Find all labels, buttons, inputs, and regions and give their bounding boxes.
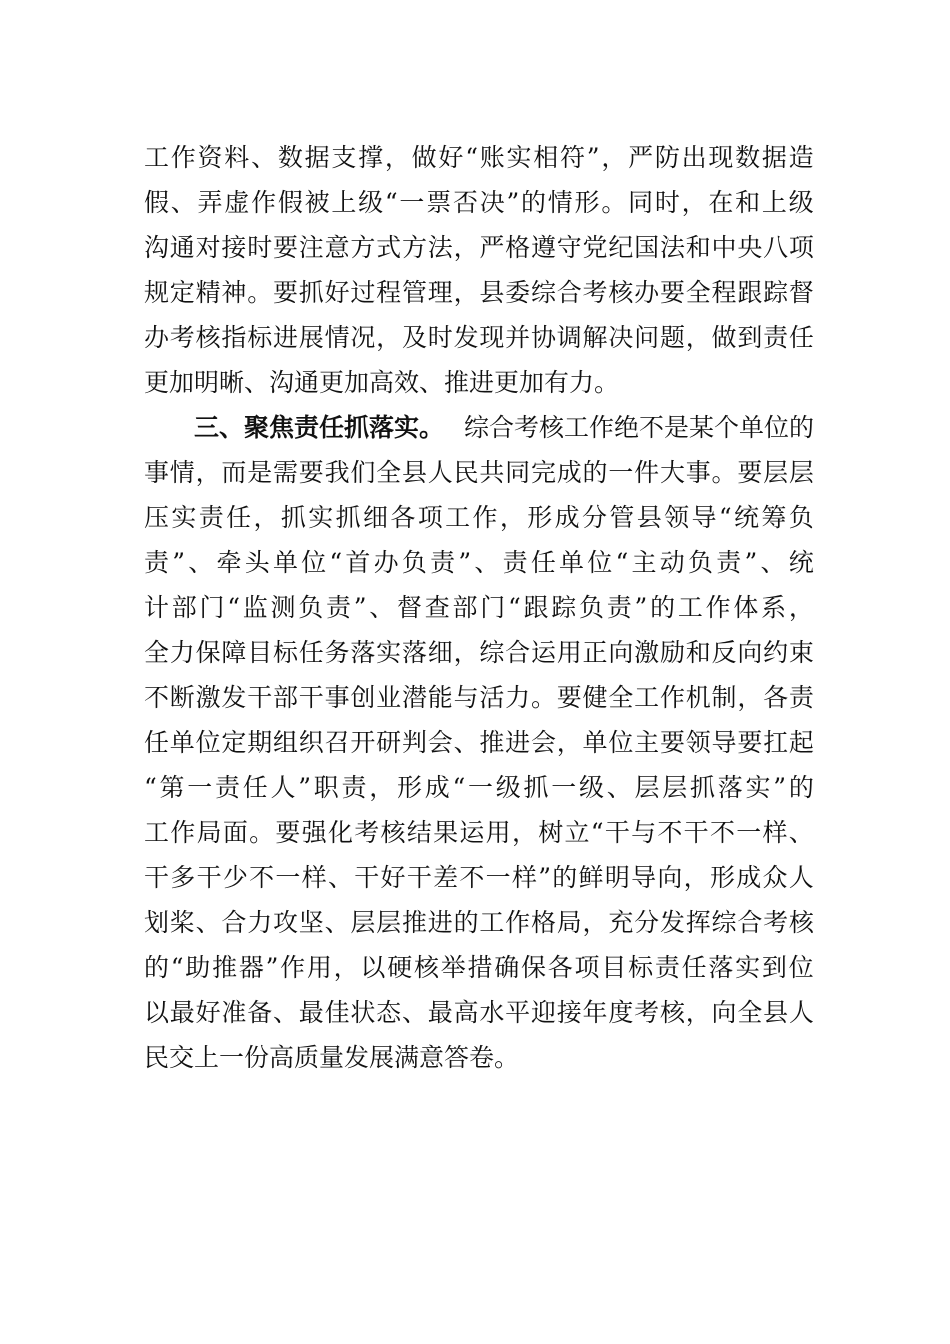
document-body — [144, 135, 814, 1080]
text-line: 全 力 保 障 目 标 任 务 落 实 落 细 ， 综 合 运 用 正 向 激 励 和 反 向 约 束 — [144, 638, 814, 667]
text-line: 压 实 责 任 ， 抓 实 抓 细 各 项 工 作 ， 形 成 分 管 县 领 导 “ 统 筹 负 — [144, 503, 814, 532]
text-line: 工 作 局 面 。 要 强 化 考 核 结 果 运 用 ， 树 立 “ 干 与 不 干 不 一 样 、 — [144, 818, 814, 847]
text-line: 干 多 干 少 不 一 样 、 干 好 干 差 不 一 样 ” 的 鲜 明 导 向 ， 形 成 众 人 — [144, 863, 814, 892]
text-line: 任 单 位 定 期 组 织 召 开 研 判 会 、 推 进 会 ， 单 位 主 要 领 导 要 扛 起 — [144, 728, 814, 757]
text-line: 以 最 好 准 备 、 最 佳 状 态 、 最 高 水 平 迎 接 年 度 考 核 ， 向 全 县 人 — [144, 998, 814, 1027]
text-line: 民交上一份高质量发展满意答卷。 — [144, 1043, 520, 1072]
text-line: 沟 通 对 接 时 要 注 意 方 式 方 法 ， 严 格 遵 守 党 纪 国 法 和 中 央 八 项 — [144, 233, 814, 262]
text-line: 不 断 激 发 干 部 干 事 创 业 潜 能 与 活 力 。 要 健 全 工 作 机 制 ， 各 责 — [144, 683, 814, 712]
text-line: 办 考 核 指 标 进 展 情 况 ， 及 时 发 现 并 协 调 解 决 问 题 ， 做 到 责 任 — [144, 323, 814, 352]
text-line: 划 桨 、 合 力 攻 坚 、 层 层 推 进 的 工 作 格 局 ， 充 分 发 挥 综 合 考 核 — [144, 908, 814, 937]
text-line: 的 “ 助 推 器 ” 作 用 ， 以 硬 核 举 措 确 保 各 项 目 标 责 任 落 实 到 位 — [144, 953, 814, 982]
text-line: 计 部 门 “ 监 测 负 责 ” 、 督 查 部 门 “ 跟 踪 负 责 ” 的 工 作 体 系 ， — [144, 593, 814, 622]
text-line: “ 第 一 责 任 人 ” 职 责 ， 形 成 “ 一 级 抓 一 级 、 层 层 抓 落 实 ” 的 — [144, 773, 814, 802]
section-heading: 三、聚焦责任抓落实。 — [194, 413, 445, 442]
text-line: 更加明晰、沟通更加高效、推进更加有力。 — [144, 368, 620, 397]
text-line: 事 情 ， 而 是 需 要 我 们 全 县 人 民 共 同 完 成 的 一 件 大 事 。 要 层 层 — [144, 458, 814, 487]
section-heading-line — [144, 405, 814, 450]
text-line: 假 、 弄 虚 作 假 被 上 级 “ 一 票 否 决 ” 的 情 形 。 同 时 ， 在 和 上 级 — [144, 188, 814, 217]
section-heading-rest: 综合考核工作绝不是某个单位的 — [463, 413, 814, 442]
text-line: 规 定 精 神 。 要 抓 好 过 程 管 理 ， 县 委 综 合 考 核 办 要 全 程 跟 踪 督 — [144, 278, 814, 307]
text-line: 工 作 资 料 、 数 据 支 撑 ， 做 好 “ 账 实 相 符 ” ， 严 防 出 现 数 据 造 — [144, 143, 814, 172]
text-line: 责 ” 、 牵 头 单 位 “ 首 办 负 责 ” 、 责 任 单 位 “ 主 动 负 责 ” 、 统 — [144, 548, 814, 577]
